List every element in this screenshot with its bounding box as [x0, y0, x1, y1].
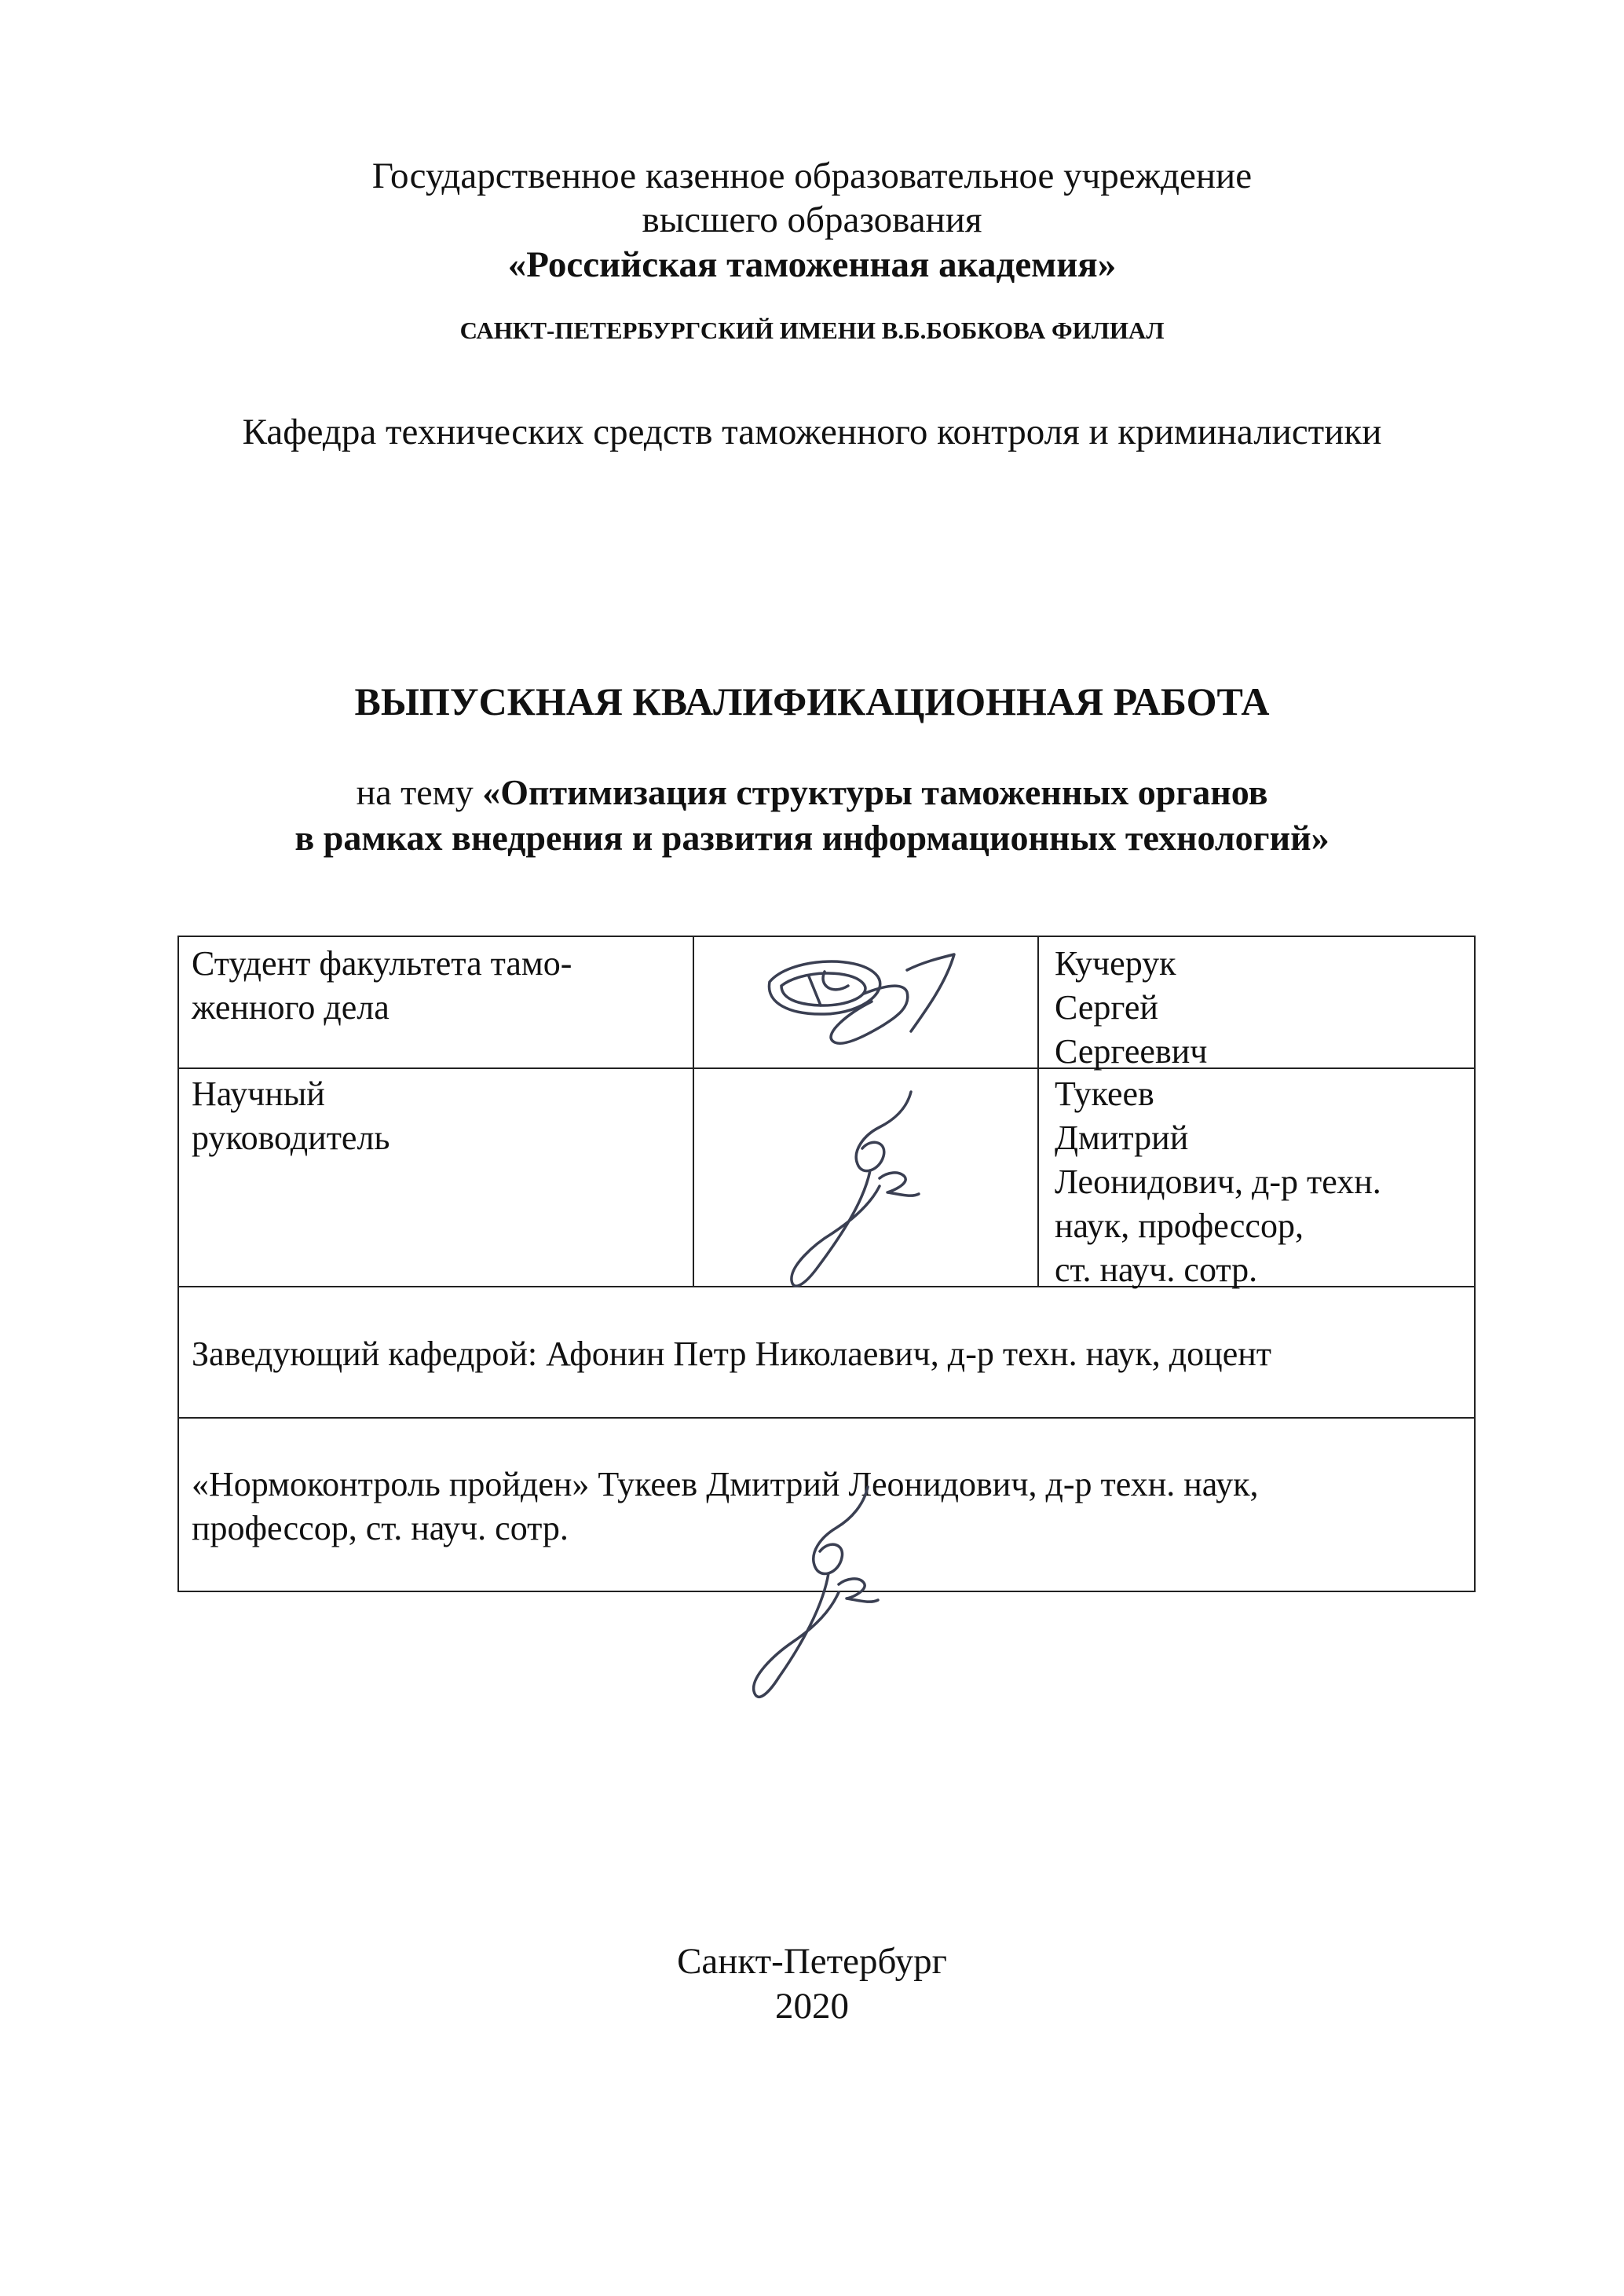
norm-control-signature-image [730, 1481, 919, 1716]
branch-name: САНКТ-ПЕТЕРБУРГСКИЙ ИМЕНИ В.Б.БОБКОВА ФИЛИАЛ [459, 317, 1165, 344]
norm-control-line-2: профессор, ст. науч. сотр. [192, 1509, 569, 1547]
supervisor-signature-image [770, 1084, 958, 1304]
table-col-divider [1037, 937, 1039, 1287]
year: 2020 [775, 1986, 849, 2027]
student-name: Кучерук Сергей Сергеевич [1055, 944, 1208, 1071]
org-line-2: высшего образования [642, 200, 982, 240]
student-signature-image [746, 939, 982, 1064]
head-of-department: Заведующий кафедрой: Афонин Петр Николаевич, д-р техн. наук, доцент [192, 1335, 1272, 1373]
city: Санкт-Петербург [677, 1941, 947, 1982]
topic-line-2 [0, 817, 1624, 859]
table-row-divider [179, 1067, 1474, 1069]
department-name: Кафедра технических средств таможенного контроля и криминалистики [242, 412, 1382, 452]
table-col-divider [693, 937, 694, 1287]
topic-prefix: на тему [356, 772, 483, 812]
supervisor-role: Научный руководитель [192, 1075, 390, 1157]
org-line-1: Государственное казенное образовательное учреждение [371, 156, 1253, 196]
table-row-divider [179, 1417, 1474, 1419]
academy-name: «Российская таможенная академия» [507, 244, 1117, 285]
topic-line-1 [0, 771, 1624, 813]
topic-title-part2: в рамках внедрения и развития информационных технологий» [294, 818, 1330, 858]
work-type-title: ВЫПУСКНАЯ КВАЛИФИКАЦИОННАЯ РАБОТА [354, 679, 1270, 723]
norm-control-line-1: «Нормоконтроль пройден» Тукеев Дмитрий Леонидович, д-р техн. наук, [192, 1465, 1259, 1503]
supervisor-name: Тукеев Дмитрий Леонидович, д-р техн. наук, профессор, ст. науч. сотр. [1055, 1075, 1381, 1289]
student-role: Студент факультета тамо- женного дела [192, 944, 572, 1027]
topic-title-part1: «Оптимизация структуры таможенных органов [482, 772, 1268, 812]
